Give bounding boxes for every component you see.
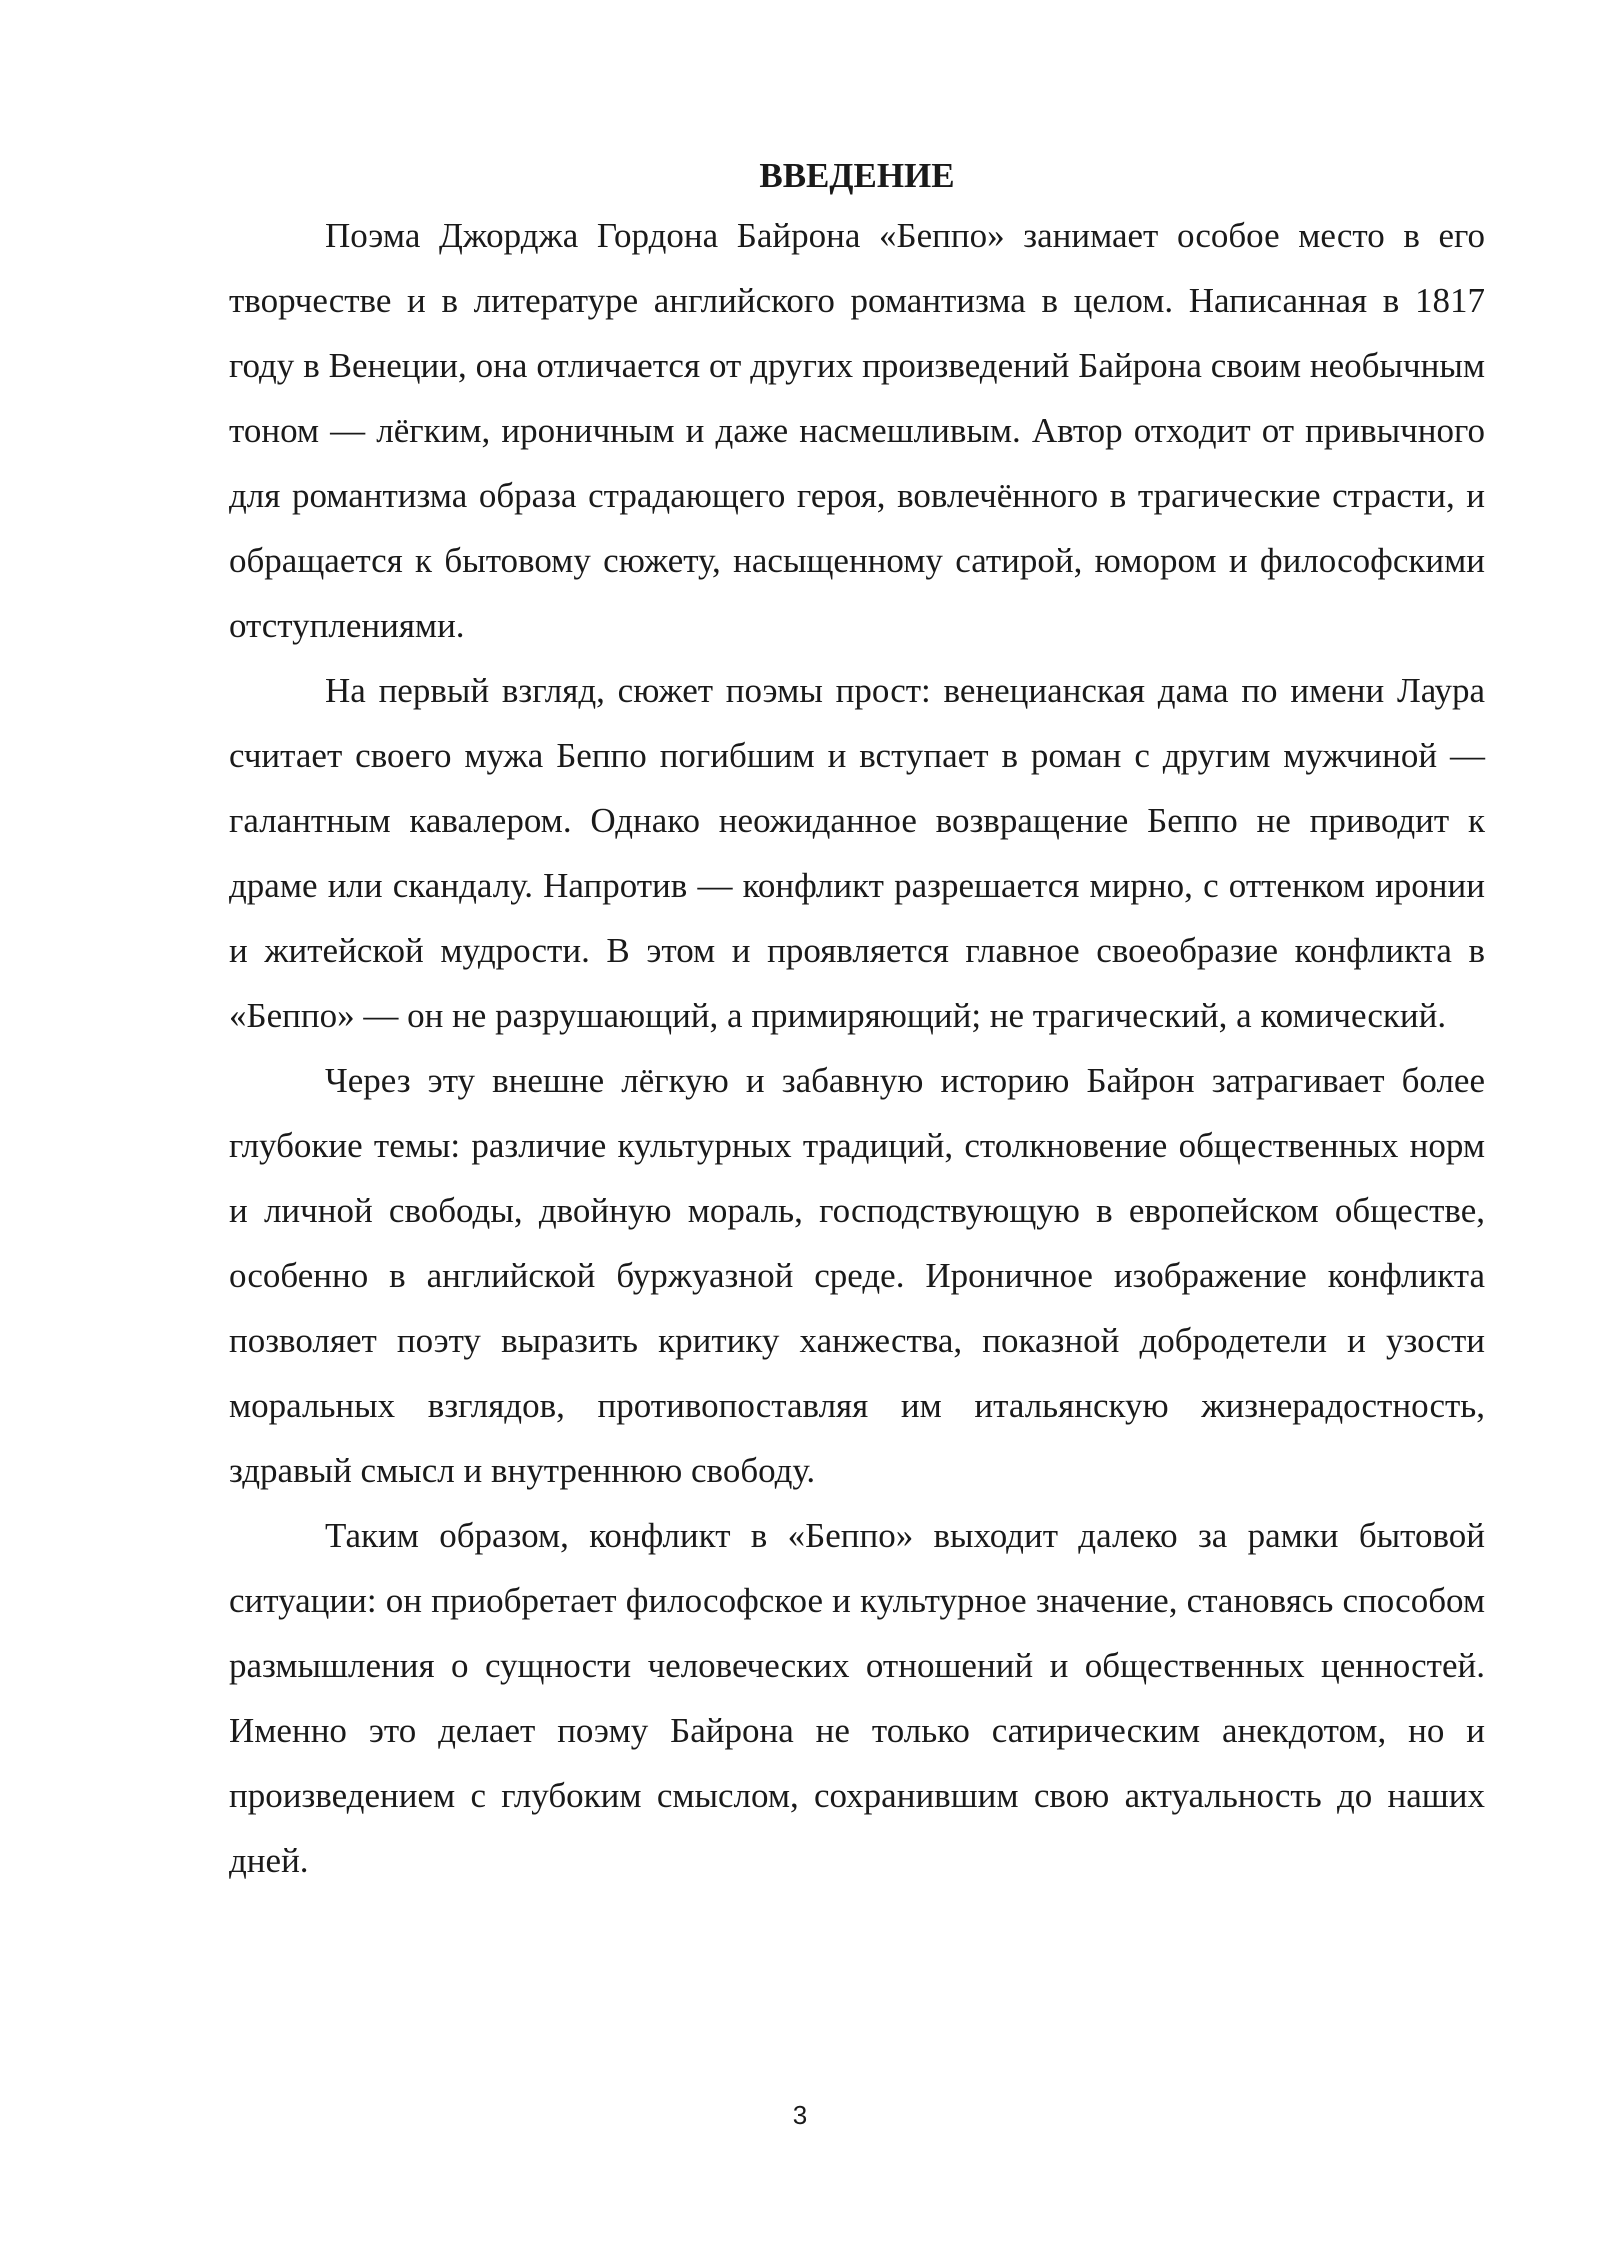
page-number: 3: [792, 2100, 808, 2130]
paragraph-themes: Через эту внешне лёгкую и забавную историю Байрон затрагивает более глубокие темы: различие культурных традиций, столкновение общественных норм и личной свободы, двойную мораль, господствующую в европейском обществе, особенно в английской буржуазной среде. Ироничное изображение конфликта позволяет поэту выразить критику ханжества, показной добродетели и узости моральных взглядов, противопоставляя им итальянскую жизнерадостность, здравый смысл и внутреннюю свободу.: [229, 1061, 1485, 1490]
section-title: ВВЕДЕНИЕ: [759, 156, 955, 195]
paragraph-intro: Поэма Джорджа Гордона Байрона «Беппо» занимает особое место в его творчестве и в литературе английского романтизма в целом. Написанная в 1817 году в Венеции, она отличается от других произведений Байрона своим необычным тоном — лёгким, ироничным и даже насмешливым. Автор отходит от привычного для романтизма образа страдающего героя, вовлечённого в трагические страсти, и обращается к бытовому сюжету, насыщенному сатирой, юмором и философскими отступлениями.: [229, 216, 1485, 645]
paragraph-plot: На первый взгляд, сюжет поэмы прост: венецианская дама по имени Лаура считает своего мужа Беппо погибшим и вступает в роман с другим мужчиной — галантным кавалером. Однако неожиданное возвращение Беппо не приводит к драме или скандалу. Напротив — конфликт разрешается мирно, с оттенком иронии и житейской мудрости. В этом и проявляется главное своеобразие конфликта в «Беппо» — он не разрушающий, а примиряющий; не трагический, а комический.: [229, 671, 1485, 1035]
paragraph-conclusion: Таким образом, конфликт в «Беппо» выходит далеко за рамки бытовой ситуации: он приобретает философское и культурное значение, становясь способом размышления о сущности человеческих отношений и общественных ценностей. Именно это делает поэму Байрона не только сатирическим анекдотом, но и произведением с глубоким смыслом, сохранившим свою актуальность до наших дней.: [229, 1516, 1485, 1880]
page-content: [229, 148, 1485, 1893]
